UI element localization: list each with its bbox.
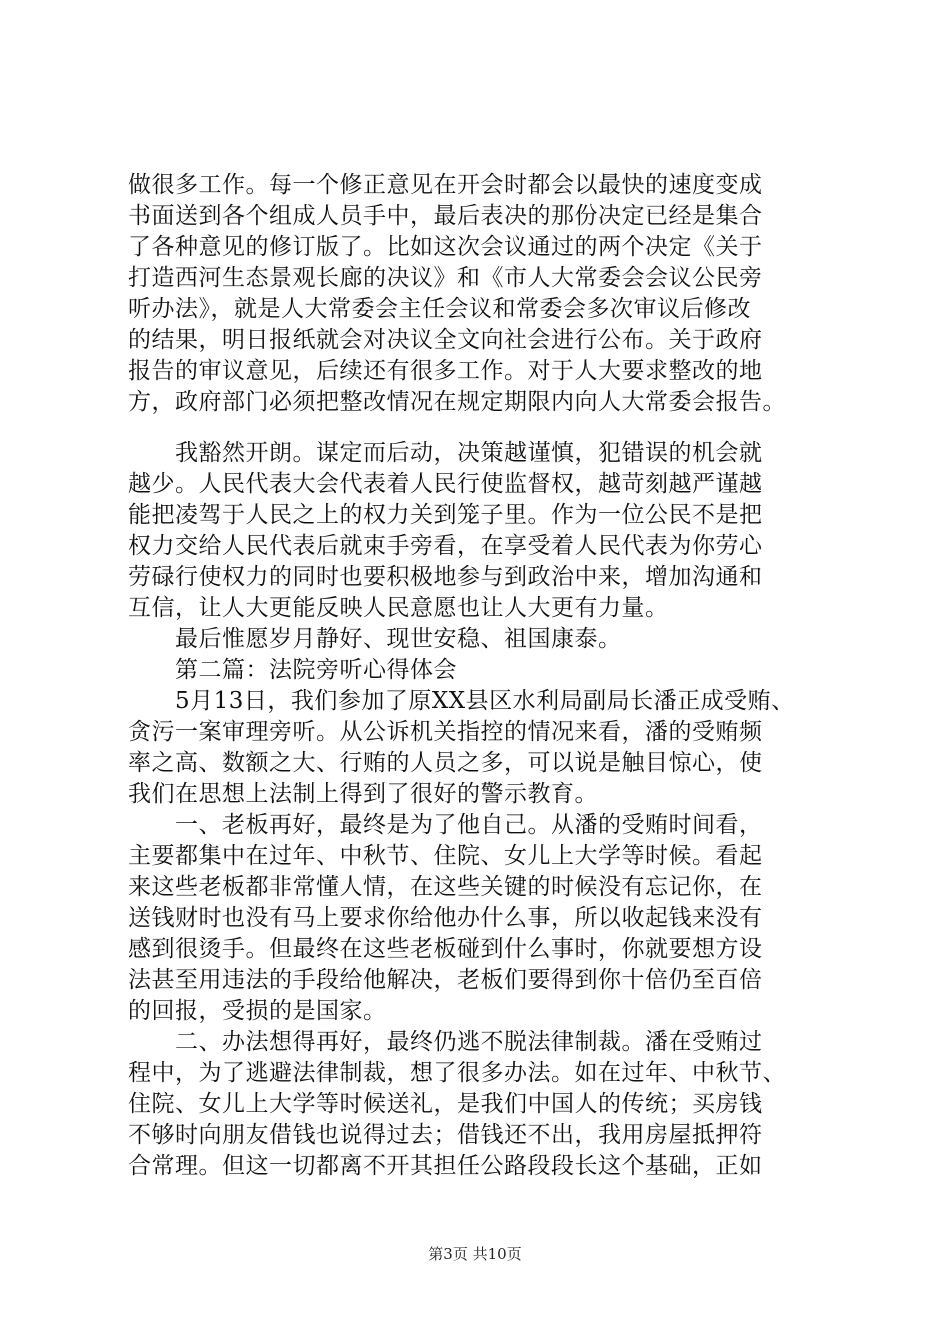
text-line: 程中，为了逃避法律制裁，想了很多办法。如在过年、中秋节、 — [128, 1060, 786, 1086]
text-line: 5月13日，我们参加了原XX县区水利局副局长潘正成受贿、 — [128, 688, 795, 714]
text-line: 能把凌驾于人民之上的权力关到笼子里。作为一位公民不是把 — [128, 502, 763, 528]
text-line: 权力交给人民代表后就束手旁看，在享受着人民代表为你劳心 — [128, 533, 763, 559]
text-line: 的结果，明日报纸就会对决议全文向社会进行公布。关于政府 — [128, 327, 763, 353]
text-line: 来这些老板都非常懂人情，在这些关键的时候没有忘记你，在 — [128, 874, 763, 900]
text-line: 法甚至用违法的手段给他解决，老板们要得到你十倍仍至百倍 — [128, 967, 763, 993]
page-number-footer: 第3页 共10页 — [428, 1245, 522, 1263]
text-line: 的回报，受损的是国家。 — [128, 998, 387, 1024]
text-line: 打造西河生态景观长廊的决议》和《市人大常委会会议公民旁 — [128, 265, 763, 291]
text-line: 率之高、数额之大、行贿的人员之多，可以说是触目惊心，使 — [128, 750, 763, 776]
section-heading: 第二篇：法院旁听心得体会 — [128, 657, 457, 683]
text-line: 主要都集中在过年、中秋节、住院、女儿上大学等时候。看起 — [128, 843, 763, 869]
text-line: 住院、女儿上大学等时候送礼，是我们中国人的传统；买房钱 — [128, 1091, 763, 1117]
text-line: 送钱财时也没有马上要求你给他办什么事，所以收起钱来没有 — [128, 905, 763, 931]
paragraph-block-1 — [128, 170, 828, 418]
text-line: 越少。人民代表大会代表着人民行使监督权，越苛刻越严谨越 — [128, 471, 763, 497]
text-line: 书面送到各个组成人员手中，最后表决的那份决定已经是集合 — [128, 203, 763, 229]
text-line: 贪污一案审理旁听。从公诉机关指控的情况来看，潘的受贿频 — [128, 719, 763, 745]
paragraph-block-2 — [128, 438, 828, 1182]
text-line: 一、老板再好，最终是为了他自己。从潘的受贿时间看， — [128, 812, 763, 838]
text-line: 合常理。但这一切都离不开其担任公路段段长这个基础，正如 — [128, 1153, 763, 1179]
document-body — [128, 170, 828, 1182]
text-line: 方，政府部门必须把整改情况在规定期限内向人大常委会报告。 — [128, 389, 786, 415]
text-line: 感到很烫手。但最终在这些老板碰到什么事时，你就要想方设 — [128, 936, 763, 962]
text-line: 劳碌行使权力的同时也要积极地参与到政治中来，增加沟通和 — [128, 564, 763, 590]
text-line: 不够时向朋友借钱也说得过去；借钱还不出，我用房屋抵押符 — [128, 1122, 763, 1148]
text-line: 二、办法想得再好，最终仍逃不脱法律制裁。潘在受贿过 — [128, 1029, 763, 1055]
text-line: 做很多工作。每一个修正意见在开会时都会以最快的速度变成 — [128, 172, 763, 198]
text-line: 我们在思想上法制上得到了很好的警示教育。 — [128, 781, 598, 807]
text-line: 听办法》，就是人大常委会主任会议和常委会多次审议后修改 — [128, 296, 751, 322]
text-line: 最后惟愿岁月静好、现世安稳、祖国康泰。 — [128, 626, 622, 652]
paragraph-gap — [128, 418, 828, 438]
text-line: 我豁然开朗。谋定而后动，决策越谨慎，犯错误的机会就 — [128, 440, 763, 466]
text-line: 了各种意见的修订版了。比如这次会议通过的两个决定《关于 — [128, 234, 763, 260]
text-line: 报告的审议意见，后续还有很多工作。对于人大要求整改的地 — [128, 358, 763, 384]
text-line: 互信，让人大更能反映人民意愿也让人大更有力量。 — [128, 595, 669, 621]
